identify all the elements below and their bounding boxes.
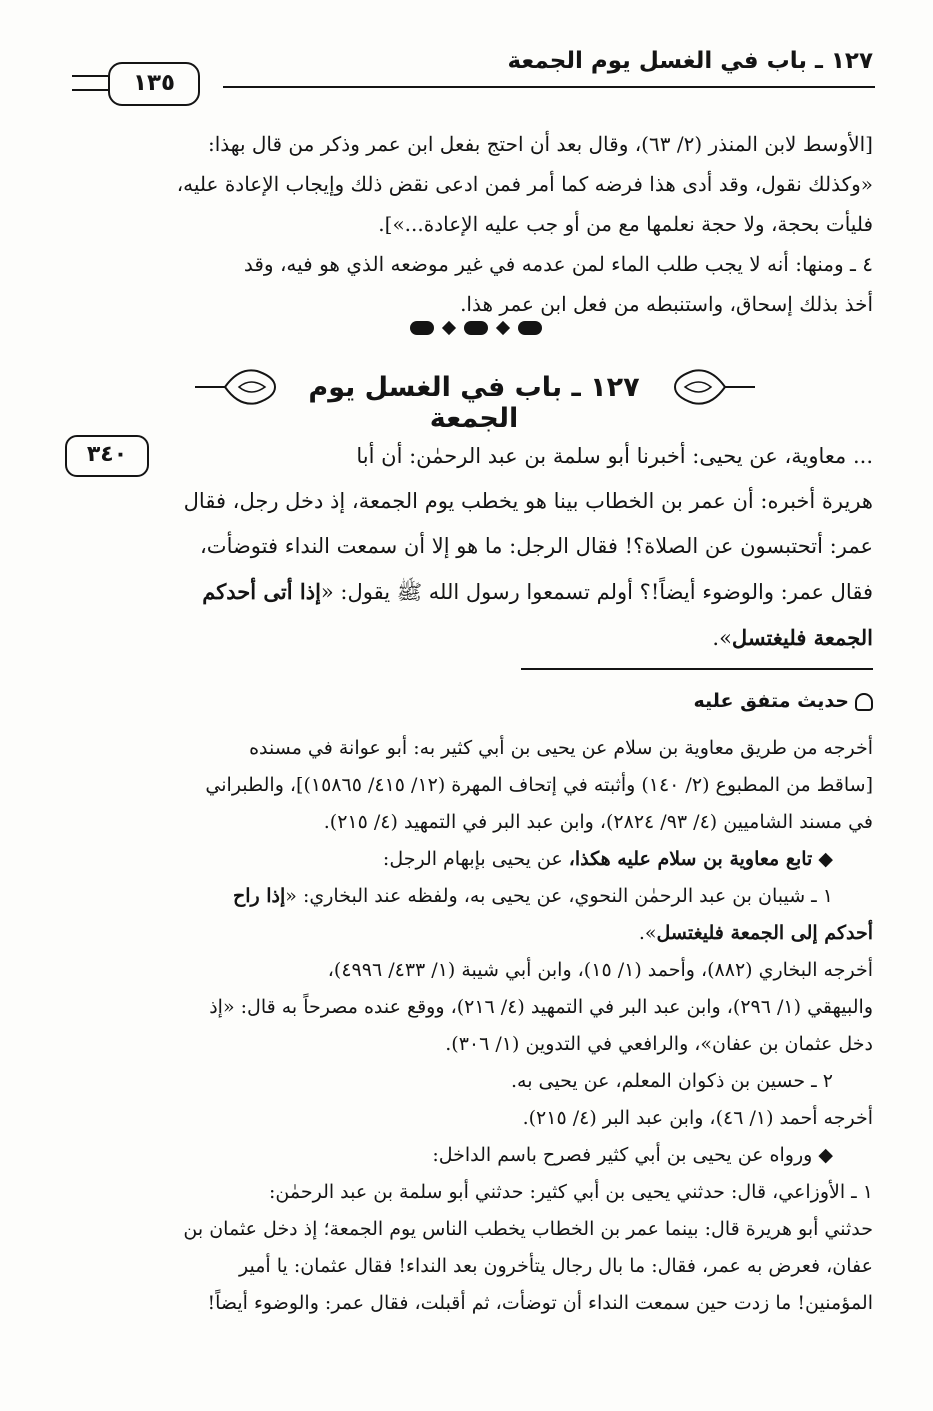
separator-ornament	[410, 318, 542, 338]
page-number-ornament	[72, 75, 108, 91]
text-line: عفان، فعرض به عمر، فقال: ما بال رجال يتأخرون بعد النداء! فقال عثمان: يا أمير	[239, 1255, 873, 1277]
commentary-heading	[694, 690, 873, 712]
item1-quote-end: ».	[638, 922, 657, 944]
text-line: [الأوسط لابن المنذر (٢/ ٦٣)، وقال بعد أن احتج بفعل ابن عمر وذكر من قال بهذا:	[207, 132, 873, 156]
running-header: ١٢٧ ـ باب في الغسل يوم الجمعة	[507, 48, 873, 74]
text-line: عمر: أتحتبسون عن الصلاة؟! فقال الرجل: ما هو إلا أن سمعت النداء فتوضأت،	[200, 534, 873, 558]
text-line: فليأت بحجة، ولا حجة نعلمها مع من أو جب عليه الإعادة...»].	[378, 212, 873, 236]
text-line: أخرجه البخاري (٨٨٢)، وأحمد (١/ ١٥)، وابن أبي شيبة (١/ ٤٣٣/ ٤٩٩٦)،	[327, 959, 873, 981]
follow-rest: عن يحيى بإبهام الرجل:	[382, 848, 569, 870]
follow-heading: تابع معاوية بن سلام عليه هكذا،	[568, 848, 813, 870]
text-line: والبيهقي (١/ ٢٩٦)، وابن عبد البر في التمهيد (٤/ ٢١٦)، ووقع عنده مصرحاً به قال: «إذ	[209, 996, 873, 1018]
item1-quote-bold: أحدكم إلى الجمعة فليغتسل	[656, 922, 873, 944]
text-line: حدثني أبو هريرة قال: بينما عمر بن الخطاب يخطب الناس يوم الجمعة؛ إذ دخل عثمان بن	[183, 1218, 873, 1240]
text-line: هريرة أخبره: أن عمر بن الخطاب بينا هو يخطب يوم الجمعة، إذ دخل رجل، فقال	[183, 489, 873, 513]
text-line: في مسند الشاميين (٤/ ٩٣/ ٢٨٢٤)، وابن عبد البر في التمهيد (٤/ ٢١٥).	[323, 811, 873, 833]
hadith-first-line: ... معاوية، عن يحيى: أخبرنا أبو سلمة بن عبد الرحمٰن: أن أبا	[356, 444, 873, 468]
hadith-quote-bold: الجمعة فليغتسل	[731, 625, 873, 650]
text-line: المؤمنين! ما زدت حين سمعت النداء أن توضأت، ثم أقبلت، فقال عمر: والوضوء أيضاً!	[207, 1292, 873, 1314]
text-line: دخل عثمان بن عفان»، والرافعي في التدوين (١/ ٣٠٦).	[445, 1033, 873, 1055]
text-line	[61, 878, 873, 915]
text-line: [ساقط من المطبوع (٢/ ١٤٠) وأثبته في إتحاف المهرة (١٢/ ٤١٥/ ١٥٨٦٥)]، والطبراني	[205, 774, 873, 796]
item1-quote-bold: إذا راح	[232, 885, 286, 907]
hadith-quote-end: ».	[712, 626, 732, 650]
text-line: ١ ـ الأوزاعي، قال: حدثني يحيى بن أبي كثير: حدثني أبو سلمة بن عبد الرحمٰن:	[269, 1181, 873, 1203]
text-line	[61, 841, 873, 878]
text-line	[61, 434, 873, 479]
commentary-heading-text: حديث متفق عليه	[693, 690, 849, 712]
text-line: أخرجه من طريق معاوية بن سلام عن يحيى بن أبي كثير به: أبو عوانة في مسنده	[249, 737, 873, 759]
item1-text: ١ ـ شيبان بن عبد الرحمٰن النحوي، عن يحيى به، ولفظه عند البخاري: «	[285, 885, 833, 907]
hadith-plain: فقال عمر: والوضوء أيضاً!؟ أولم تسمعوا رسول الله ﷺ يقول: «	[320, 580, 873, 604]
rawah-text: ورواه عن يحيى بن أبي كثير فصرح باسم الداخل:	[432, 1144, 813, 1166]
text-line: ٢ ـ حسين بن ذكوان المعلم، عن يحيى به.	[510, 1070, 833, 1092]
hadith-quote-bold: إذا أتى أحدكم	[202, 579, 321, 604]
heading-ornament-left	[195, 365, 280, 409]
text-line: «وكذلك نقول، وقد أدى هذا فرضه كما أمر فمن ادعى نقض ذلك وإيجاب الإعادة عليه،	[176, 172, 873, 196]
text-line	[61, 1137, 873, 1174]
hadith-text	[61, 434, 873, 661]
text-line: ٤ ـ ومنها: أنه لا يجب طلب الماء لمن عدمه في غير موضعه الذي هو فيه، وقد	[243, 252, 873, 276]
bullet-icon: ◆	[818, 1144, 833, 1166]
commentary-text	[61, 730, 873, 1322]
bullet-icon: ◆	[818, 848, 833, 870]
hadith-number: ٣٤٠	[65, 435, 149, 477]
top-note	[61, 124, 873, 324]
text-line	[61, 615, 873, 661]
footnote-divider	[521, 668, 873, 670]
heading-ornament-right	[670, 365, 755, 409]
heading-bullet-icon	[855, 693, 873, 711]
page-number: ١٣٥	[108, 62, 200, 106]
text-line: أخرجه أحمد (١/ ٤٦)، وابن عبد البر (٤/ ٢١٥).	[522, 1107, 873, 1129]
chapter-title: ١٢٧ ـ باب في الغسل يوم الجمعة	[308, 372, 640, 434]
text-line	[61, 915, 873, 952]
text-line	[61, 569, 873, 615]
header-rule	[223, 86, 875, 88]
text-line: أخذ بذلك إسحاق، واستنبطه من فعل ابن عمر هذا.	[460, 292, 873, 316]
